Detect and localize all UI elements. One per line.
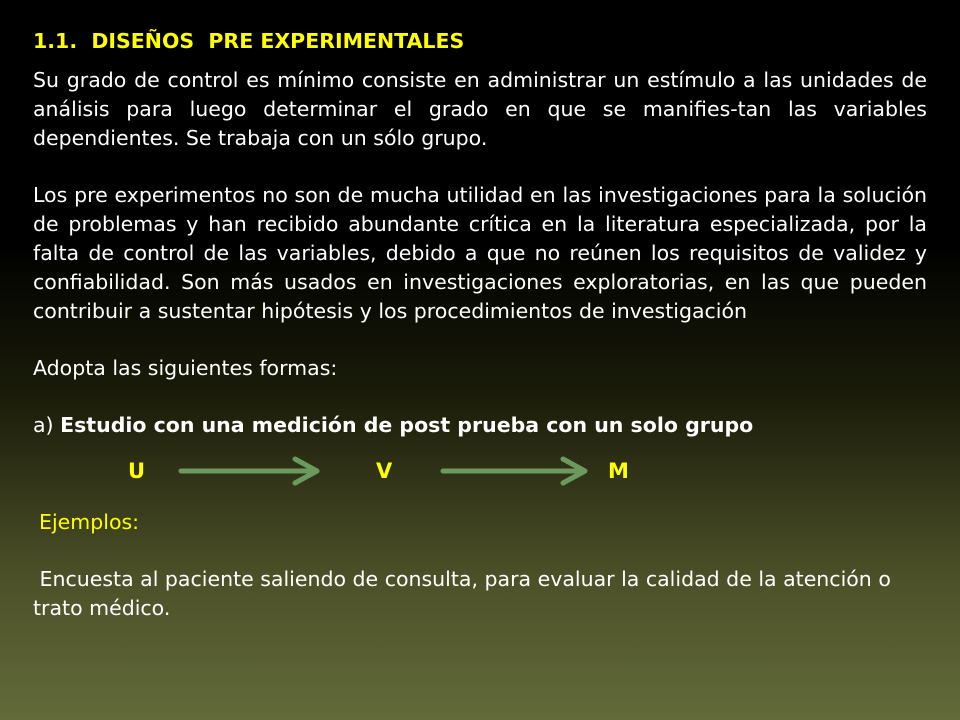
paragraph-pre-experiments: Los pre experimentos no son de mucha utilidad en las investigaciones para la solución de problemas y han recibido abundante crítica en la literatura especializada, por la falta de control de las variables, debido a que no reúnen los requisitos de validez y confiabilidad. Son más usados en investigaciones exploratorias, en las que pueden contribuir a sustentar hipótesis y los procedimientos de investigación xyxy=(33,183,927,323)
spacer xyxy=(33,498,927,508)
slide-content xyxy=(33,26,927,623)
item-a-text: Estudio con una medición de post prueba con un solo grupo xyxy=(60,413,754,437)
arrow-u-to-v xyxy=(181,459,317,483)
flow-diagram xyxy=(33,440,927,498)
node-v: V xyxy=(376,459,393,483)
arrow-v-to-m xyxy=(443,459,585,483)
node-u: U xyxy=(128,459,146,483)
forms-intro: Adopta las siguientes formas: xyxy=(33,356,338,380)
examples-label: Ejemplos: xyxy=(39,510,140,534)
spacer xyxy=(33,383,927,411)
spacer xyxy=(33,537,927,565)
arrows-svg xyxy=(33,440,927,498)
item-a xyxy=(33,411,927,440)
example-text-content: Encuesta al paciente saliendo de consulta, para evaluar la calidad de la atención o trato médico. xyxy=(33,567,891,620)
example-text xyxy=(33,565,927,623)
spacer xyxy=(33,153,927,181)
node-m: M xyxy=(608,459,629,483)
paragraph-control-description: Su grado de control es mínimo consiste en administrar un estímulo a las unidades de análisis para luego determinar el grado en que se manifies-tan las variables dependientes. Se trabaja con un sólo grupo. xyxy=(33,68,927,150)
item-a-prefix: a) xyxy=(33,413,54,437)
spacer xyxy=(33,326,927,354)
slide-title: 1.1. DISEÑOS PRE EXPERIMENTALES xyxy=(33,29,465,53)
